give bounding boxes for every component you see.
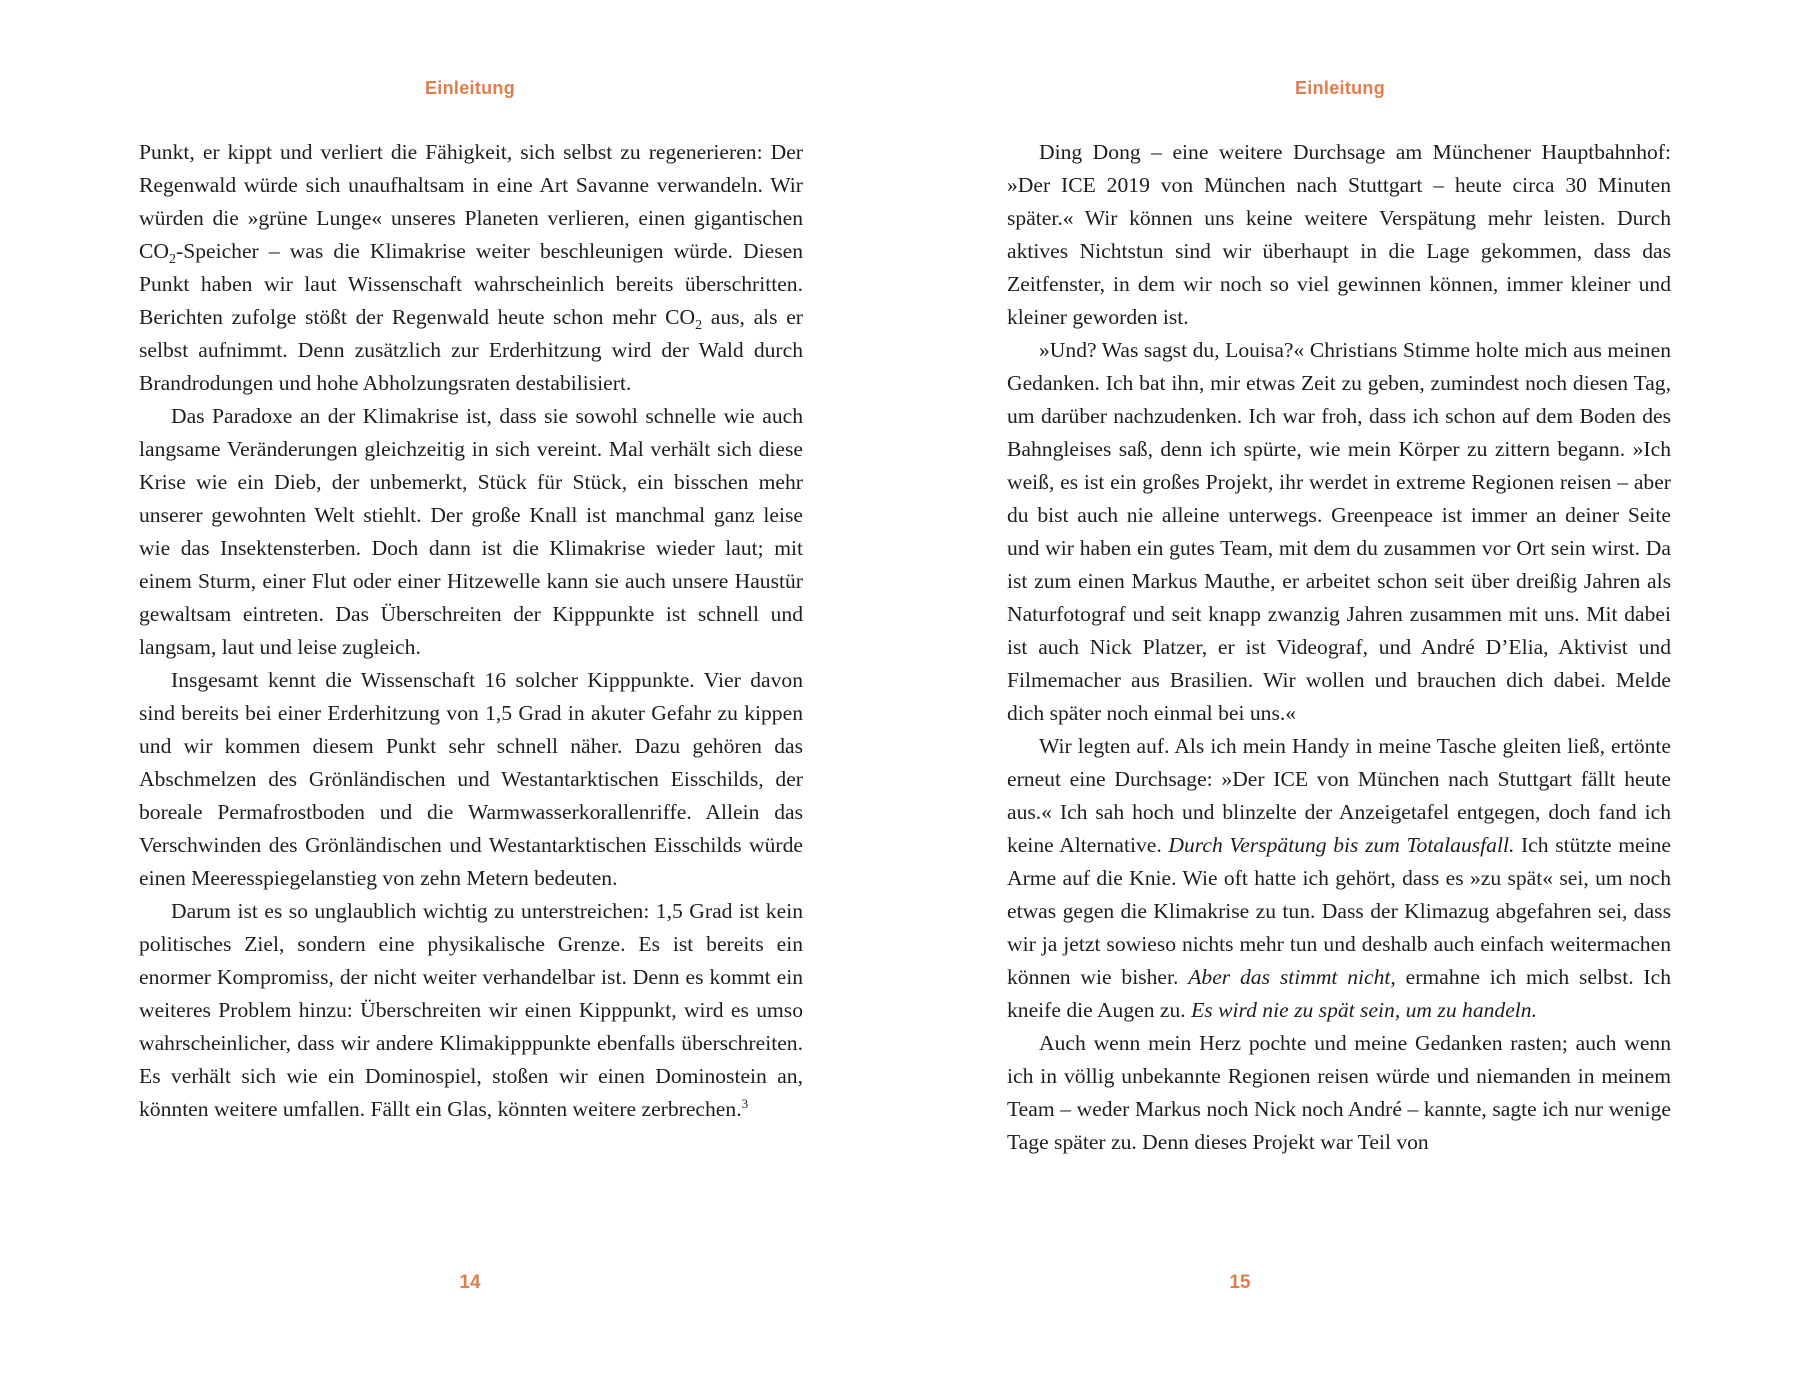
text-run: Darum ist es so unglaublich wichtig zu unterstreichen: 1,5 Grad ist kein politisches Ziel, sondern eine physikalische Grenze. Es ist bereits ein enormer Kompromiss, der nicht weiter verhandelbar ist. Denn es kommt ein weiteres Problem hinzu: Überschreiten wir einen Kipppunkt, wird es umso wahrscheinlicher, dass wir andere Klimakipppunkte ebenfalls überschreiten. Es verhält sich wie ein Dominospiel, stoßen wir einen Dominostein an, könnten weitere umfallen. Fällt ein Glas, könnten weitere zerbrechen. — [139, 899, 803, 1121]
paragraph — [139, 400, 803, 664]
paragraph — [139, 136, 803, 400]
footnote-ref: 3 — [741, 1096, 749, 1111]
right-page — [900, 0, 1800, 1390]
text-run: Ding Dong – eine weitere Durchsage am Münchener Hauptbahnhof: »Der ICE 2019 von München nach Stuttgart – heute circa 30 Minuten später.« Wir können uns keine weitere Verspätung mehr leisten. Durch aktives Nichtstun sind wir überhaupt in die Lage gekommen, dass das Zeitfenster, in dem wir noch so viel gewinnen können, immer kleiner und kleiner geworden ist. — [1007, 140, 1671, 329]
italic-text: Es wird nie zu spät sein, um zu handeln. — [1191, 998, 1537, 1022]
page-number: 14 — [459, 1272, 481, 1293]
text-run: -Speicher – was die Klimakrise weiter beschleunigen würde. Diesen Punkt haben wir laut Wissenschaft wahrscheinlich bereits überschritten. Berichten zufolge stößt der Regenwald heute schon mehr CO — [139, 239, 803, 329]
text-run: Punkt, er kippt und verliert die Fähigkeit, sich selbst zu regenerieren: Der Regenwald würde sich unaufhaltsam in eine Art Savanne verwandeln. Wir würden die »grüne Lunge« unseres Planeten verlieren, einen gigantischen CO — [139, 140, 803, 263]
paragraph — [1007, 334, 1671, 730]
text-run: »Und? Was sagst du, Louisa?« Christians Stimme holte mich aus meinen Gedanken. Ich bat ihn, mir etwas Zeit zu geben, zumindest noch diesen Tag, um darüber nachzudenken. Ich war froh, dass ich schon auf dem Boden des Bahngleises saß, denn ich spürte, wie mein Körper zu zittern begann. »Ich weiß, es ist ein großes Projekt, ihr werdet in extreme Regionen reisen – aber du bist auch nie alleine unterwegs. Greenpeace ist immer an deiner Seite und wir haben ein gutes Team, mit dem du zusammen vor Ort sein wirst. Da ist zum einen Markus Mauthe, er arbeitet schon seit über dreißig Jahren als Naturfotograf und seit knapp zwanzig Jahren zusammen mit uns. Mit dabei ist auch Nick Platzer, er ist Videograf, und André D’Elia, Aktivist und Filmemacher aus Brasilien. Wir wollen und brauchen dich dabei. Melde dich später noch einmal bei uns.« — [1007, 338, 1671, 725]
italic-text: Aber das stimmt nicht, — [1188, 965, 1396, 989]
text-run: Auch wenn mein Herz pochte und meine Gedanken rasten; auch wenn ich in völlig unbekannte Regionen reisen würde und niemanden in meinem Team – weder Markus noch Nick noch André – kannte, sagte ich nur wenige Tage später zu. Denn dieses Projekt war Teil von — [1007, 1031, 1671, 1154]
subscript: 2 — [169, 252, 176, 267]
body-text — [139, 136, 803, 1126]
paragraph — [1007, 1027, 1671, 1159]
running-head: Einleitung — [425, 78, 515, 98]
page-number: 15 — [1229, 1272, 1251, 1293]
paragraph — [1007, 730, 1671, 1027]
text-run: ermahne ich mich selbst. Ich kneife die Augen zu. — [1007, 965, 1672, 1022]
text-run: Ich stützte meine Arme auf die Knie. Wie oft hatte ich gehört, dass es »zu spät« sei, um noch etwas gegen die Klimakrise zu tun. Dass der Klimazug abgefahren sei, dass wir ja jetzt sowieso nichts mehr tun und deshalb auch einfach weitermachen können wie bisher. — [1007, 833, 1671, 989]
text-run: aus, als er selbst aufnimmt. Denn zusätzlich zur Erderhitzung wird der Wald durch Brandrodungen und hohe Abholzungsraten destabilisiert. — [139, 305, 803, 395]
paragraph — [139, 895, 803, 1126]
subscript: 2 — [695, 318, 703, 333]
paragraph — [139, 664, 803, 895]
body-text — [1007, 136, 1671, 1159]
running-head: Einleitung — [1295, 78, 1385, 98]
paragraph — [1007, 136, 1671, 334]
italic-text: Durch Verspätung bis zum Totalausfall. — [1168, 833, 1515, 857]
text-run: Wir legten auf. Als ich mein Handy in meine Tasche gleiten ließ, ertönte erneut eine Durchsage: »Der ICE von München nach Stuttgart fällt heute aus.« Ich sah hoch und blinzelte der Anzeigetafel entgegen, doch fand ich keine Alternative. — [1007, 734, 1671, 857]
text-run: Das Paradoxe an der Klimakrise ist, dass sie sowohl schnelle wie auch langsame Veränderungen gleichzeitig in sich vereint. Mal verhält sich diese Krise wie ein Dieb, der unbemerkt, Stück für Stück, ein bisschen mehr unserer gewohnten Welt stiehlt. Der große Knall ist manchmal ganz leise wie das Insektensterben. Doch dann ist die Klimakrise wieder laut; mit einem Sturm, einer Flut oder einer Hitzewelle kann sie auch unsere Haustür gewaltsam eintreten. Das Überschreiten der Kipppunkte ist schnell und langsam, laut und leise zugleich. — [139, 404, 803, 659]
text-run: Insgesamt kennt die Wissenschaft 16 solcher Kipppunkte. Vier davon sind bereits bei einer Erderhitzung von 1,5 Grad in akuter Gefahr zu kippen und wir kommen diesem Punkt sehr schnell näher. Dazu gehören das Abschmelzen des Grönländischen und Westantarktischen Eisschilds, der boreale Permafrostboden und die Warmwasserkorallenriffe. Allein das Verschwinden des Grönländischen und Westantarktischen Eisschilds würde einen Meeresspiegelanstieg von zehn Metern bedeuten. — [139, 668, 803, 890]
